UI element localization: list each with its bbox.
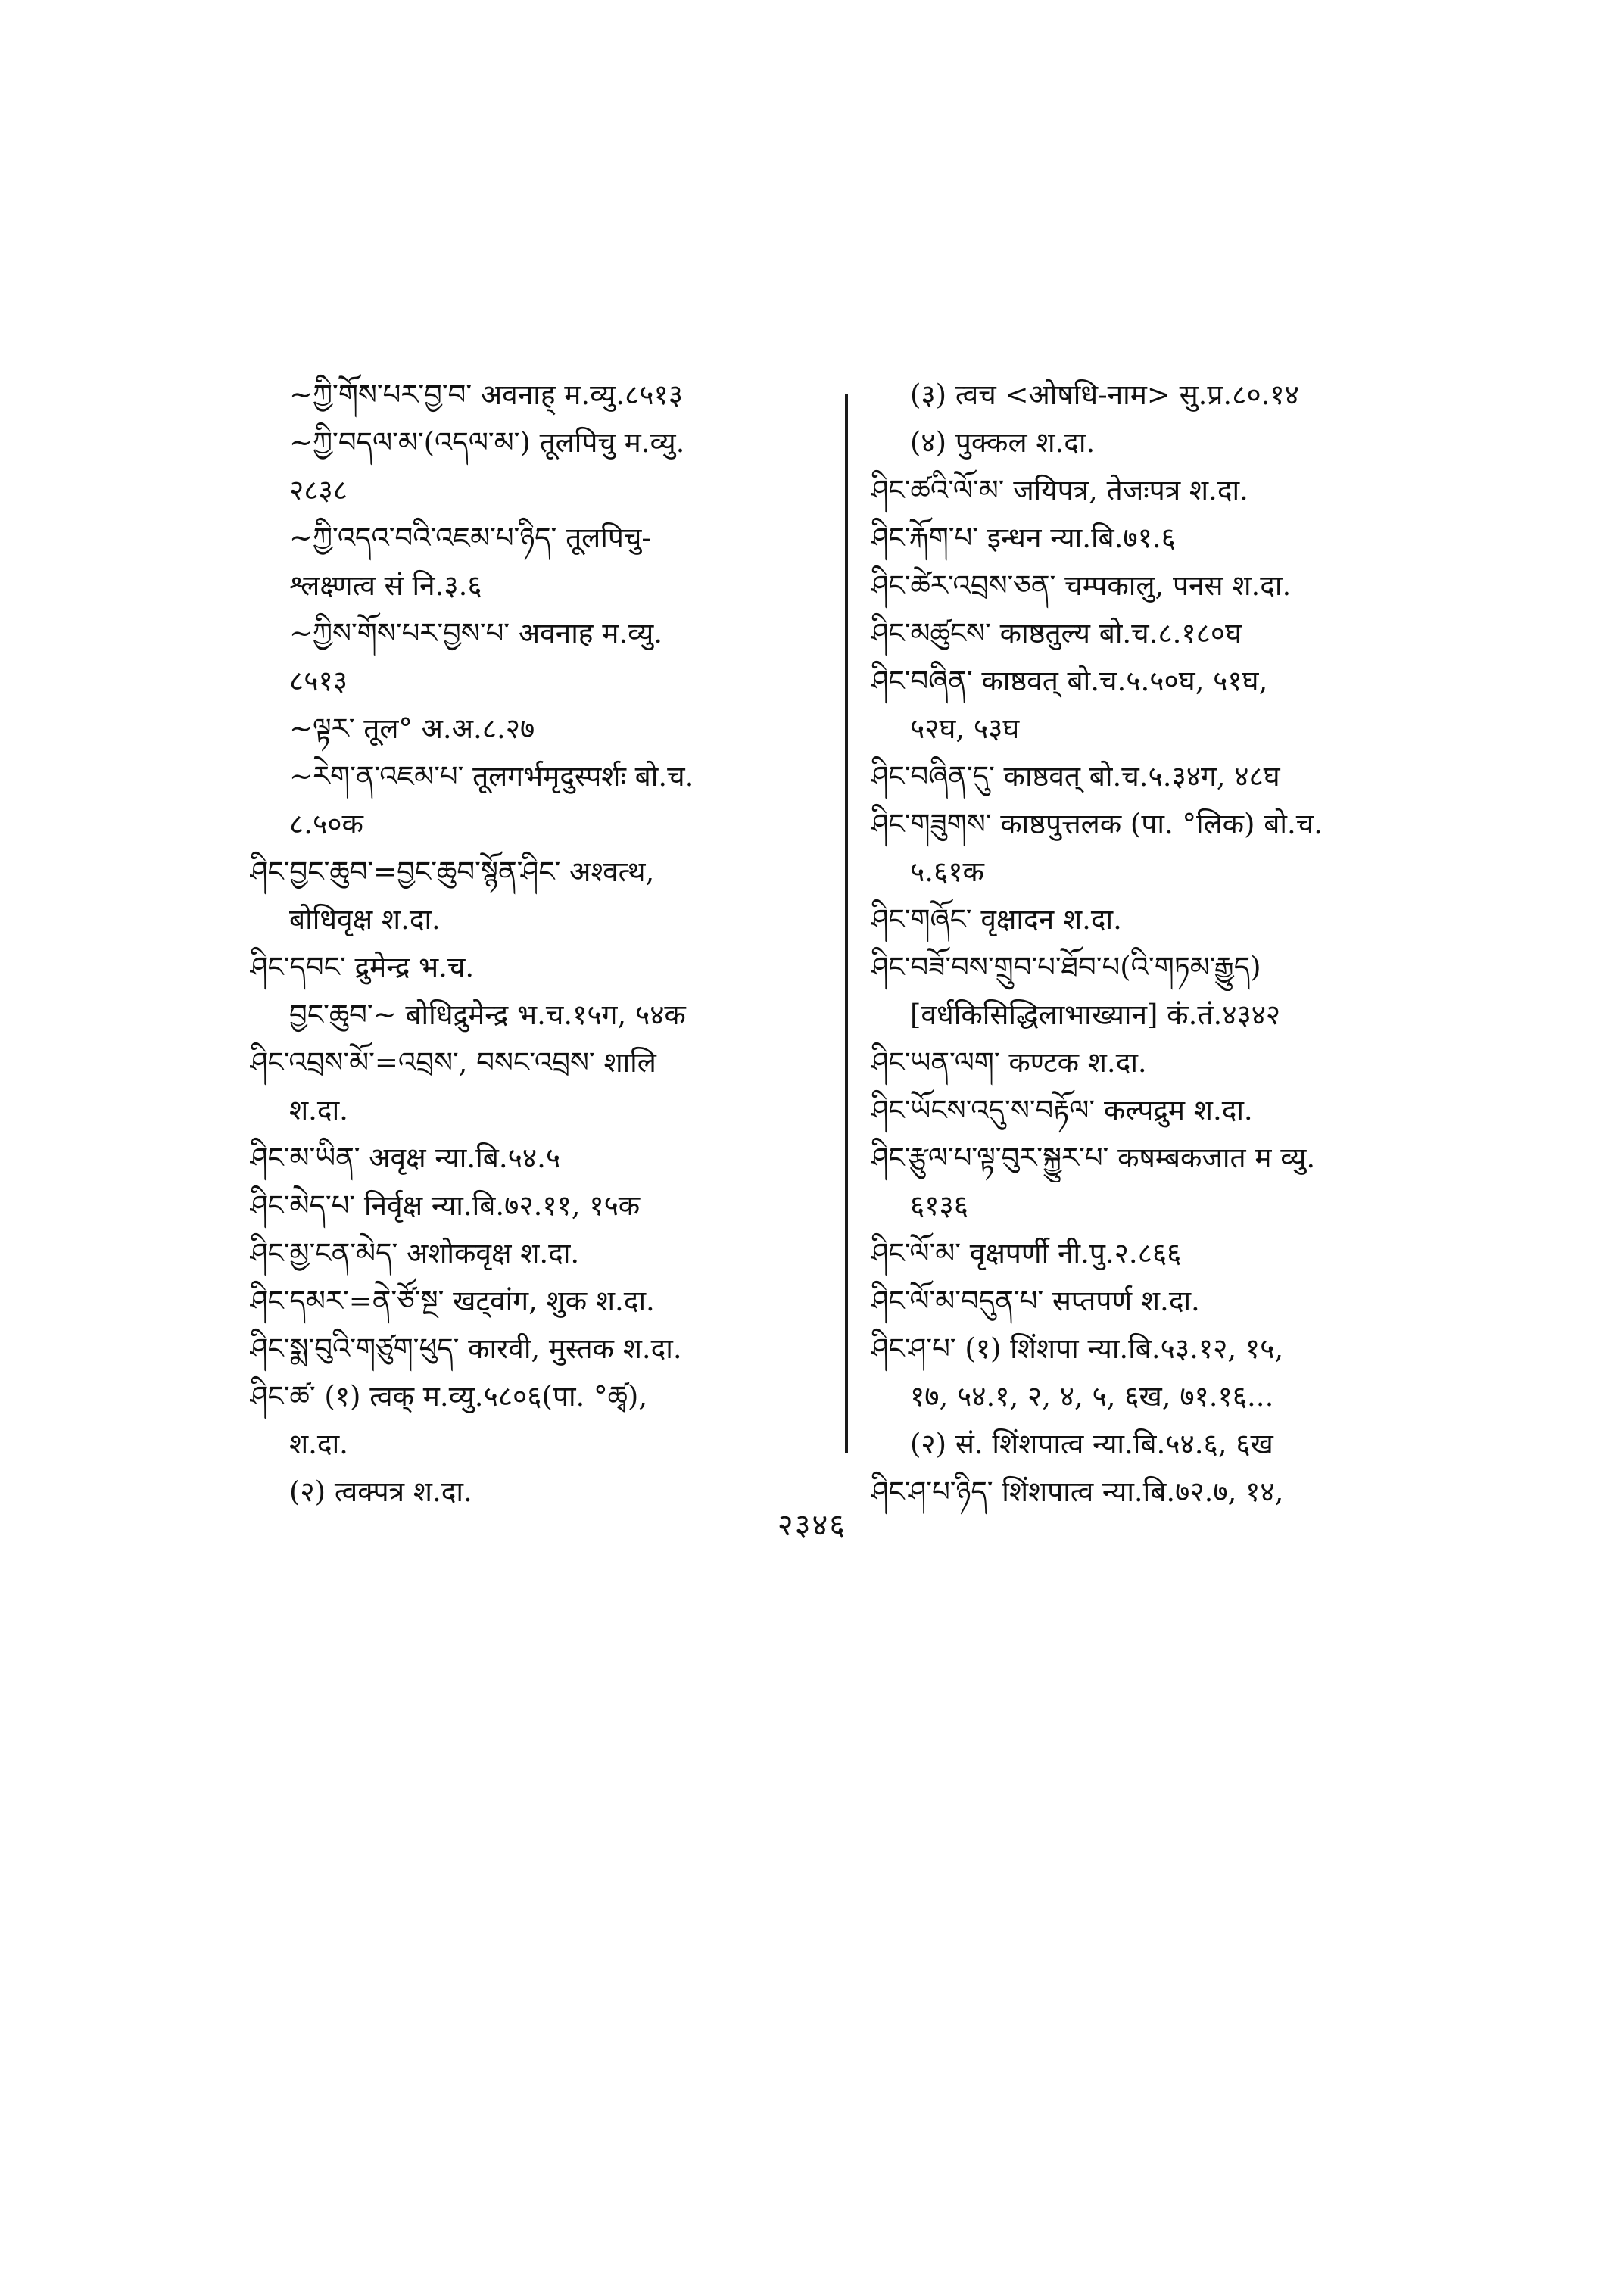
dictionary-entry-line: (२) त्वक्पत्र श.दा. (289, 1475, 472, 1508)
dictionary-headword-line: ཤིང་བཟོ་བས་གྲུབ་པ་ཐོབ་པ(འི་གཏམ་རྒྱུད) (871, 951, 1261, 983)
dictionary-headword-line: ཤིང་ཤ་པ་ཉིད་ शिंशपात्व न्या.बि.७२.७, १४, (871, 1475, 1284, 1508)
dictionary-headword-line: ཤིང་འབྲས་མོ་=འབྲས་, བསང་འབྲས་ शालि (250, 1046, 656, 1079)
dictionary-entry-line: (३) त्वच <ओषधि-नाम> सु.प्र.८०.१४ (910, 379, 1299, 411)
dictionary-entry-line: ६१३६ (910, 1189, 968, 1222)
dictionary-entry-line: ~ལྟར་ तूल° अ.अ.८.२७ (289, 712, 535, 745)
dictionary-headword-line: ཤིང་བཞིན་དུ་ काष्ठवत् बो.च.५.३४ग, ४८घ (871, 760, 1280, 793)
dictionary-entry-line: ~ཀྱིས་གོས་པར་བྱས་པ་ अवनाह म.व्यु. (289, 617, 662, 650)
dictionary-entry-line: (४) पुक्कल श.दा. (910, 426, 1096, 459)
left-column (250, 371, 840, 1516)
dictionary-headword-line: ཤིང་ཚའི་ལོ་མ་ जयिपत्र, तेजःपत्र श.दा. (871, 474, 1248, 506)
dictionary-headword-line: ཤིང་མ་ཡིན་ अवृक्ष न्या.बि.५४.५ (250, 1142, 561, 1174)
dictionary-entry-line: ~རེག་ན་འཇམ་པ་ तूलगर्भमृदुस्पर्शः बो.च. (289, 760, 694, 793)
dictionary-entry-line: २८३८ (289, 474, 348, 506)
dictionary-entry-line: ८५१३ (289, 665, 348, 697)
right-column (871, 371, 1469, 1516)
dictionary-entry-line: (२) सं. शिंशपात्व न्या.बि.५४.६, ६ख (910, 1428, 1273, 1460)
dictionary-headword-line: ཤིང་བཞིན་ काष्ठवत् बो.च.५.५०घ, ५१घ, (871, 665, 1268, 697)
dictionary-entry-line: ५२घ, ५३घ (910, 712, 1020, 745)
dictionary-headword-line: ཤིང་རྐོག་པ་ इन्धन न्या.बि.७१.६ (871, 522, 1176, 554)
dictionary-entry-line: ~ཀྱི་བདལ་མ་(འདལ་མ་) तूलपिचु म.व्यु. (289, 426, 685, 459)
dictionary-headword-line: ཤིང་ཡོངས་འདུ་ས་བརྟོལ་ कल्पद्रुम श.दा. (871, 1094, 1253, 1126)
dictionary-headword-line: ཤིང་དབང་ द्रुमेन्द्र भ.च. (250, 951, 475, 983)
page-number: २३४६ (777, 1508, 847, 1543)
dictionary-headword-line: ཤིང་མྱ་ངན་མེད་ अशोकवृक्ष श.दा. (250, 1237, 580, 1270)
dictionary-headword-line: ཤིང་ཚེར་འབྲས་ཅན་ चम्पकालु, पनस श.दा. (871, 569, 1292, 602)
dictionary-headword-line: ཤིང་གཞོང་ वृक्षादन श.दा. (871, 903, 1122, 936)
dictionary-headword-line: ཤིང་གཟུགས་ काष्ठपुत्तलक (पा. °लिक) बो.च. (871, 808, 1323, 840)
dictionary-headword-line: ཤིང་མཚུངས་ काष्ठतुल्य बो.च.८.१८०घ (871, 617, 1242, 650)
dictionary-headword-line: ཤིང་མེད་པ་ निर्वृक्ष न्या.बि.७२.११, १५क (250, 1189, 641, 1222)
dictionary-entry-line: བྱང་ཆུབ་~ बोधिद्रुमेन्द्र भ.च.१५ग, ५४क (289, 999, 686, 1031)
dictionary-headword-line: ཤིང་བྱང་ཆུབ་=བྱང་ཆུབ་སྙོན་ཤིང་ अश्वत्थ, (250, 855, 655, 888)
dictionary-entry-line: श.दा. (289, 1428, 348, 1460)
dictionary-entry-line: ८.५०क (289, 808, 363, 840)
dictionary-entry-line: ५.६१क (910, 855, 984, 888)
dictionary-headword-line: ཤིང་ཤ་པ་ (१) शिंशपा न्या.बि.५३.१२, १५, (871, 1332, 1284, 1365)
dictionary-headword-line: ཤིང་ཡན་ལག་ कण्टक श.दा. (871, 1046, 1147, 1079)
dictionary-entry-line: [वर्धकिसिद्धिलाभाख्यान] कं.तं.४३४२ (910, 999, 1281, 1031)
dictionary-entry-line: ~ཀྱི་འདའ་བའི་འཇམ་པ་ཉིད་ तूलपिचु- (289, 522, 651, 554)
dictionary-entry-line: १७, ५४.१, २, ४, ५, ६ख, ७१.१६... (910, 1380, 1274, 1413)
dictionary-entry-line: ~ཀྱི་གོས་པར་བྱ་བ་ अवनाह् म.व्यु.८५१३ (289, 379, 683, 411)
dictionary-entry-line: श्लक्ष्णत्व सं नि.३.६ (289, 569, 482, 602)
column-divider (845, 394, 848, 1453)
dictionary-headword-line: ཤིང་རྩུལ་པ་ལྟ་བུར་སྐྱུར་པ་ कषम्बकजात म व्यु. (871, 1142, 1316, 1174)
dictionary-headword-line: ཤིང་ལོ་མ་ वृक्षपर्णी नी.पु.२.८६६ (871, 1237, 1182, 1270)
dictionary-headword-line: ཤིང་ཚ་ (१) त्वक् म.व्यु.५८०६(पा. °ཚྭ), (250, 1380, 648, 1413)
dictionary-headword-line: ཤིང་སྨ་བུའི་གཙུག་ཕུད་ कारवी, मुस्तक श.दा. (250, 1332, 682, 1365)
dictionary-entry-line: बोधिवृक्ष श.दा. (289, 903, 441, 936)
dictionary-headword-line: ཤིང་དམར་=ནེ་ཙོ་སྔ་ खट्वांग, शुक श.दा. (250, 1285, 655, 1317)
dictionary-headword-line: ཤིང་ལོ་མ་བདུན་པ་ सप्तपर्ण श.दा. (871, 1285, 1200, 1317)
dictionary-entry-line: श.दा. (289, 1094, 348, 1126)
